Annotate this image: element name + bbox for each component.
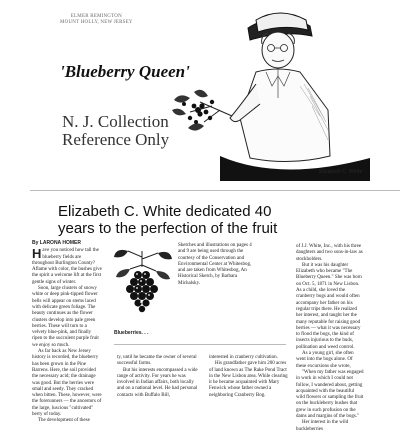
paragraph: As far back as New Jersey history is recorded, the blueberry has been grown in the Pine Barrens. Here, the soil provided the necessary acid; the drainage was good. But the berries were small and seedy. They cracked when bitten. These, however, were the forerunners — the ancestors of the large, luscious "cultivated" berry of today. (32, 349, 102, 418)
stamp-line-1: ELMER REMINGTON (70, 14, 122, 19)
main-headline-line-2: years to the perfection of the fruit (58, 220, 278, 237)
article-column-3 (209, 355, 291, 399)
blueberry-cluster-illustration (108, 247, 176, 319)
byline: By LARONA HOMER (32, 240, 81, 246)
paragraph: As a young girl, she often went into the bogs alone. Of these excursions she wrote, (296, 351, 354, 369)
article-column-4 (296, 244, 364, 433)
paragraph: But it was his daughter Elizabeth who became "The Blueberry Queen." She was born on Oct. 5, 1871 in New Lisbon. As a child, she loved the cranberry bogs and would often accompany her father on his regular trips there. He realized her interest, and taught her the many reputable for raising good berries — what it was necessary to flood the bogs, the kind of insects injurious to the buds, pollination and weed control. (296, 262, 362, 350)
paragraph-text: ave you noticed how tall the blueberry fields are throughout Burlington County? Aflame with color, the bushes give the spirit a welcome lift at the first gentle signs of winter. (32, 248, 102, 285)
collection-line-2: Reference Only (62, 130, 170, 149)
paragraph: interested in cranberry cultivation. (209, 355, 278, 360)
main-headline (58, 203, 398, 237)
blueberry-queen-headline: 'Blueberry Queen' (60, 62, 190, 81)
article-column-1 (32, 240, 102, 425)
stamp-line-2: MOUNT HOLLY, NEW JERSEY (60, 20, 133, 25)
paragraph: Soon, large clusters of snowy white or deep pink-tipped flower bells will appear on stems laced with delicate green foliage. The beauty continues as the flower clusters develop into pale green berries. These will turn to a velvety blue-pink, and finally ripen to the succulent purple fruit we enjoy so much. (32, 286, 99, 348)
paragraph: The development of these (38, 418, 90, 424)
paragraph: Sketches and illustrations on pages 4 and 9 are being used through the courtesy of the Conservation and Environmental Center at Whitesbog, and are taken from Whitesbog, An Historical Sketch, by Barbara Michalsky. (178, 243, 252, 286)
library-stamp (60, 14, 133, 26)
paragraph: But his interests encompassed a wide range of activity. For years he was involved in Indian affairs, both locally and on a national level. He had personal contacts with Buffalo Bill, (117, 367, 198, 398)
paragraph: Her interest in the wild huckleberries (296, 420, 349, 432)
collection-line-1: N. J. Collection (62, 112, 169, 131)
drop-cap: H (32, 246, 42, 262)
paragraph: His grandfather gave him 200 acres of land known as The Rake Pond Tract in the New Lisbon area. While clearing it he became acquainted with Mary Fenwick whose father owned a neighboring Cranberry Bog. (209, 361, 288, 398)
illustration-credit-note (178, 243, 258, 287)
divider-rule (114, 344, 286, 345)
berry-branch-icon (172, 90, 232, 131)
paragraph: of J.J. White, Inc., with his three daughters and two sons-in-law as stockholders. (296, 244, 363, 262)
berry-caption: Blueberries. . . (114, 330, 149, 336)
portrait-illustration (160, 6, 400, 181)
divider-rule (30, 190, 400, 191)
portrait-caption: Elizabeth C. White (319, 169, 363, 175)
paragraph: ty, until he became the owner of several successful farms. (117, 355, 197, 367)
main-headline-line-1: Elizabeth C. White dedicated 40 (58, 203, 272, 220)
article-column-2 (117, 355, 199, 399)
paragraph: "When my father was engaged in work in which I could not follow, I wandered about, getting acquainted with the beautiful wild flowers or sampling the fruit on the huckleberry bushes that grew in such profusion on the dams and margins of the bogs." (296, 369, 364, 420)
lead-paragraph (32, 248, 102, 286)
collection-stamp (62, 113, 169, 149)
